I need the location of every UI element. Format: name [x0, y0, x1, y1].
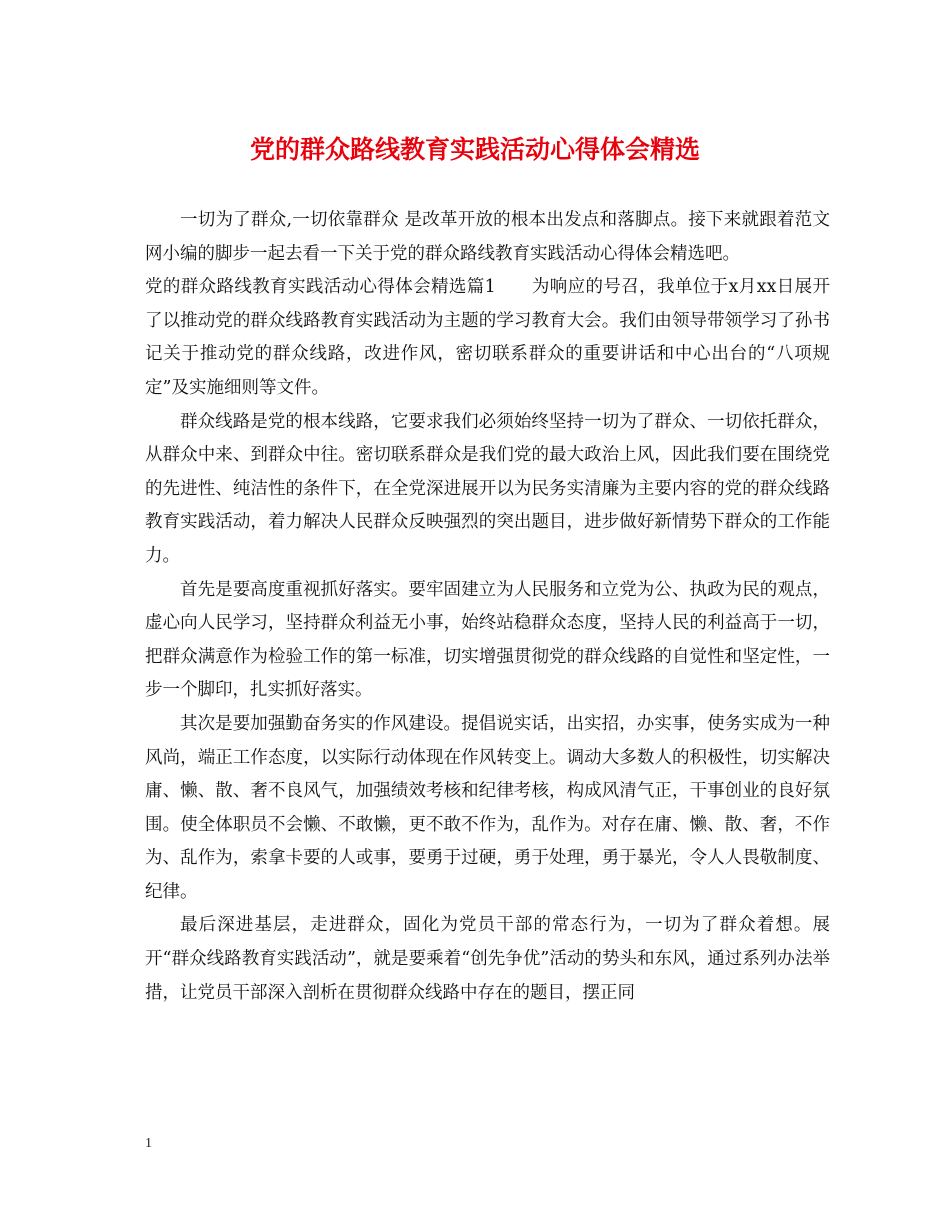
paragraph-last: 最后深进基层，走进群众，固化为党员干部的常态行为，一切为了群众着想。展开“群众线路教育实践活动”，就是要乘着“创先争优”活动的势头和东风，通过系列办法举措，让党员干部深入剖析在贯彻群众线路中存在的题目，摆正同	[145, 915, 830, 1003]
document-title: 党的群众路线教育实践活动心得体会精选	[249, 135, 700, 164]
paragraph-second: 其次是要加强勤奋务实的作风建设。提倡说实话，出实招，办实事，使务实成为一种风尚，端正工作态度，以实际行动体现在作风转变上。调动大多数人的积极性，切实解决庸、懒、散、奢不良风气，加强绩效考核和纪律考核，构成风清气正，干事创业的良好氛围。使全体职员不会懒、不敢懒，更不敢不作为，乱作为。对存在庸、懒、散、奢，不作为、乱作为，索拿卡要的人或事，要勇于过硬，勇于处理，勇于暴光，令人人畏敬制度、纪律。	[145, 713, 830, 902]
paragraph-section-1: 党的群众路线教育实践活动心得体会精选篇1 为响应的号召，我单位于x月xx日展开了以推动党的群众线路教育实践活动为主题的学习教育大会。我们由领导带领学习了孙书记关于推动党的群众线路，改进作风，密切联系群众的重要讲话和中心出台的“八项规定”及实施细则等文件。	[145, 277, 830, 398]
paragraph-mass-line: 群众线路是党的根本线路，它要求我们必须始终坚持一切为了群众、一切依托群众，从群众中来、到群众中往。密切联系群众是我们党的最大政治上风，因此我们要在围绕党的先进性、纯洁性的条件下，在全党深进展开以为民务实清廉为主要内容的党的群众线路教育实践活动，着力解决人民群众反映强烈的突出题目，进步做好新情势下群众的工作能力。	[145, 411, 830, 566]
paragraph-intro: 一切为了群众,一切依靠群众 是改革开放的根本出发点和落脚点。接下来就跟着范文网小编的脚步一起去看一下关于党的群众路线教育实践活动心得体会精选吧。	[145, 210, 830, 264]
paragraph-first: 首先是要高度重视抓好落实。要牢固建立为人民服务和立党为公、执政为民的观点，虚心向人民学习，坚持群众利益无小事，始终站稳群众态度，坚持人民的利益高于一切，把群众满意作为检验工作的第一标准，切实增强贯彻党的群众线路的自觉性和坚定性，一步一个脚印，扎实抓好落实。	[145, 579, 830, 701]
page-number: 1	[145, 1136, 152, 1151]
document-body	[145, 204, 830, 1010]
